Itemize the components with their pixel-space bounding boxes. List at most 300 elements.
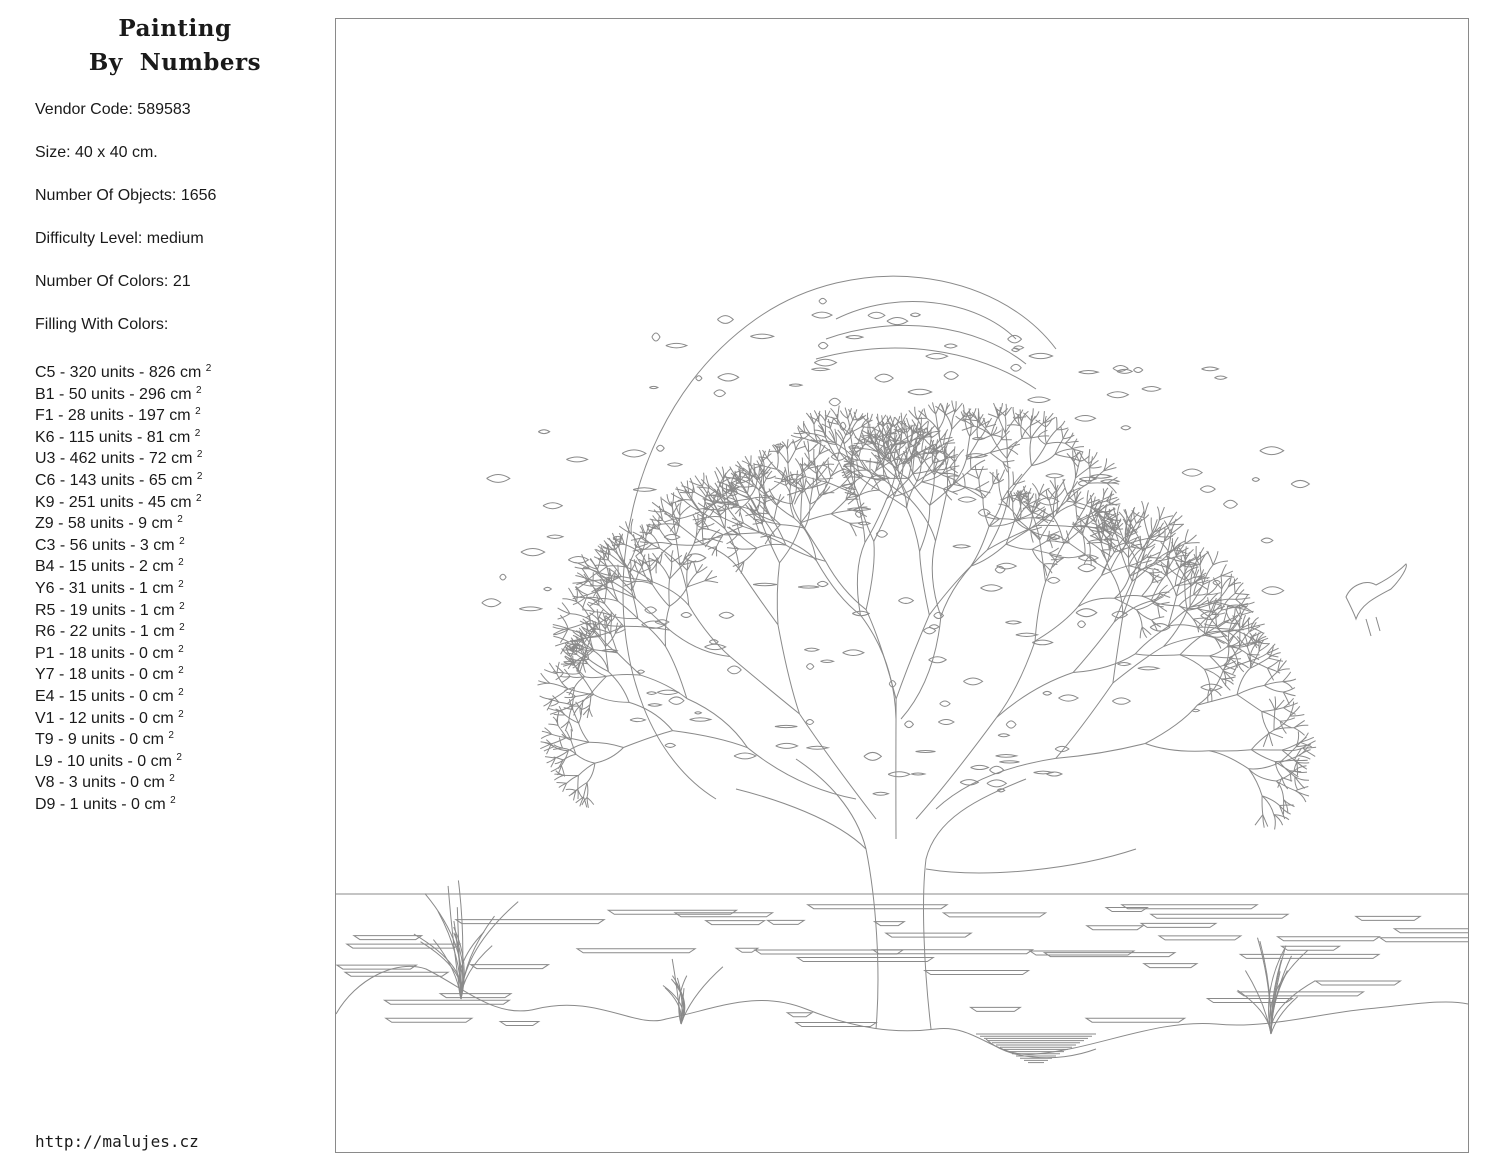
tree-branch <box>1006 530 1029 544</box>
leaf-shape <box>1142 387 1161 392</box>
leaf-shape <box>718 374 739 381</box>
tree-branch <box>1275 696 1276 710</box>
tree-branch <box>777 563 779 625</box>
tree-branch <box>1046 430 1056 444</box>
tree-branch <box>1114 576 1129 598</box>
leaf-shape <box>1029 353 1053 358</box>
tree-branch <box>1221 576 1234 577</box>
leaf-shape <box>1182 469 1202 476</box>
color-item-text: B1 - 50 units - 296 cm <box>35 385 192 403</box>
tree-branch <box>1142 594 1159 597</box>
leaf-shape <box>789 384 802 386</box>
water-ripple <box>1207 999 1292 1003</box>
tree-branch <box>730 657 800 714</box>
tree-branch <box>907 481 917 508</box>
tree-branch <box>997 673 1073 718</box>
color-item-unit-exponent: 2 <box>179 600 185 612</box>
leaf-shape <box>1011 364 1022 371</box>
tree-branch <box>952 417 964 430</box>
color-item <box>35 574 211 596</box>
tree-branch <box>562 599 576 602</box>
leaf-shape <box>500 574 506 580</box>
tree-branch <box>992 435 1002 438</box>
color-item-unit-exponent: 2 <box>178 686 184 698</box>
color-item <box>35 747 211 769</box>
tree-branch <box>1249 769 1262 796</box>
water-ripple <box>808 905 947 909</box>
sun-outline <box>623 276 1056 799</box>
leaf-shape <box>926 353 948 359</box>
leaf-shape <box>1202 367 1219 371</box>
tree-branch <box>1076 502 1078 520</box>
tree-branch <box>1073 505 1085 509</box>
leaf-shape <box>929 625 939 629</box>
leaf-shape <box>819 298 827 304</box>
color-item-text: V1 - 12 units - 0 cm <box>35 709 174 727</box>
tree-branch <box>1005 416 1006 433</box>
leaf-shape <box>1134 368 1143 373</box>
leaf-shape <box>750 334 773 338</box>
info-sidebar <box>0 0 330 1169</box>
color-item-text: B4 - 15 units - 2 cm <box>35 558 174 576</box>
tree-branch <box>1005 433 1007 459</box>
leaf-shape <box>798 586 819 588</box>
tree-branch <box>1151 518 1152 533</box>
tree-branch <box>587 783 588 798</box>
water-ripple <box>347 944 460 948</box>
tree-branch <box>907 508 920 552</box>
color-item-unit-exponent: 2 <box>178 643 184 655</box>
tree-branch <box>1237 695 1262 712</box>
title-line-1: Painting <box>118 15 232 42</box>
color-item <box>35 639 211 661</box>
leaf-shape <box>657 690 678 694</box>
tree-branch <box>1217 621 1229 629</box>
leaf-shape <box>1006 721 1016 728</box>
tree-branch <box>1046 544 1064 582</box>
tree-branch <box>1221 575 1222 590</box>
color-item <box>35 488 211 510</box>
leaf-shape <box>630 718 645 722</box>
leaf-shape <box>1008 335 1022 342</box>
tree-branch <box>791 435 802 437</box>
tree-branch <box>979 466 984 479</box>
water-ripple <box>706 921 765 925</box>
ground-line <box>336 966 1468 1054</box>
tree-branch <box>831 463 839 476</box>
leaf-shape <box>753 583 777 586</box>
tree-branch <box>590 585 603 586</box>
tree-branch <box>619 526 631 534</box>
leaf-shape <box>963 678 982 685</box>
water-ripple <box>1151 914 1288 918</box>
color-item <box>35 444 211 466</box>
tree-branch <box>1262 712 1269 733</box>
color-item-unit-exponent: 2 <box>170 794 176 806</box>
tree-branch <box>866 610 896 699</box>
tree-branch <box>883 457 884 480</box>
color-item-unit-exponent: 2 <box>179 535 185 547</box>
tree-branch <box>669 579 670 606</box>
color-item <box>35 704 211 726</box>
leaf-shape <box>1112 698 1130 704</box>
tree-branch <box>1108 520 1118 521</box>
tree-branch <box>1037 525 1072 526</box>
tree-branch <box>806 413 814 424</box>
color-item-text: C6 - 143 units - 65 cm <box>35 471 193 489</box>
tree-branch <box>947 476 958 477</box>
tree-branch <box>623 580 635 581</box>
tree-branch <box>607 577 619 578</box>
tree-branch <box>910 500 935 542</box>
tree-branch <box>999 470 1005 482</box>
tree-branch <box>1255 815 1263 826</box>
tree-branch <box>1069 543 1085 554</box>
color-item-unit-exponent: 2 <box>178 578 184 590</box>
tree-branch <box>971 469 988 470</box>
color-item-unit-exponent: 2 <box>205 363 212 374</box>
leaf-shape <box>717 316 733 324</box>
color-item-text: D9 - 1 units - 0 cm <box>35 795 166 813</box>
water-ripple <box>577 949 695 953</box>
leaf-shape <box>821 660 834 663</box>
color-item <box>35 380 211 402</box>
leaf-shape <box>1028 397 1050 403</box>
color-item <box>35 423 211 445</box>
tree-branch <box>792 504 804 529</box>
leaf-shape <box>873 792 889 795</box>
tree-branch <box>738 533 759 534</box>
tree-branch <box>1294 725 1308 728</box>
leaf-shape <box>1032 640 1052 645</box>
tree-branch <box>1210 656 1229 658</box>
color-item-unit-exponent: 2 <box>178 665 184 677</box>
tree-branch <box>1089 449 1090 464</box>
tree-branch <box>1067 478 1076 501</box>
tree-branch <box>652 542 672 544</box>
tree-branch <box>997 641 1035 717</box>
tree-branch <box>1209 750 1251 751</box>
tree-branch <box>1157 507 1159 520</box>
tree-branch <box>817 467 827 479</box>
tree-branch <box>594 695 630 703</box>
tree-branch <box>778 625 800 714</box>
leaf-shape <box>1078 621 1086 628</box>
color-item-text: C3 - 56 units - 3 cm <box>35 536 175 554</box>
tree-branch <box>1036 494 1037 508</box>
tree-branch <box>665 606 669 646</box>
tree-branch <box>999 482 1002 501</box>
leaf-shape <box>812 312 832 318</box>
tree-branch <box>920 551 930 615</box>
color-item <box>35 531 211 553</box>
tree-branch <box>954 446 955 462</box>
color-item-text: L9 - 10 units - 0 cm <box>35 752 172 770</box>
leaf-shape <box>999 761 1019 763</box>
leaf-shape <box>1260 447 1284 455</box>
tree-branch <box>1145 705 1197 743</box>
filling-heading: Filling With Colors: <box>35 316 169 333</box>
water-ripple <box>797 958 933 962</box>
leaf-shape <box>1059 695 1079 701</box>
tree-branch <box>904 421 905 434</box>
leaf-shape <box>1252 478 1259 482</box>
tree-branch <box>1078 575 1102 606</box>
leaf-shape <box>944 344 957 348</box>
tree-branch <box>737 499 751 501</box>
tree-branch <box>866 462 881 463</box>
leaf-shape <box>656 445 664 451</box>
water-ripple <box>386 1018 472 1022</box>
tree-branch <box>649 554 650 567</box>
tree-branch <box>1180 655 1210 656</box>
tree-branch <box>672 550 673 562</box>
tree-branch <box>1207 551 1213 565</box>
tree-branch <box>800 714 877 819</box>
leaf-shape <box>1047 772 1062 776</box>
tree-branch <box>1049 548 1059 553</box>
tree-branch <box>660 564 670 579</box>
tree-branch <box>1237 668 1250 694</box>
tree-branch <box>1276 781 1295 791</box>
leaf-shape <box>633 488 656 492</box>
tree-branch <box>794 518 816 560</box>
color-item-text: P1 - 18 units - 0 cm <box>35 644 174 662</box>
leaf-shape <box>1200 486 1215 493</box>
tree-branch <box>1283 672 1291 682</box>
page-title <box>40 12 310 80</box>
tree-branch <box>660 548 680 565</box>
tree-branch <box>1185 549 1193 560</box>
leaf-shape <box>690 718 711 722</box>
tree-branch <box>1236 598 1251 600</box>
color-item-text: K6 - 115 units - 81 cm <box>35 428 191 446</box>
tree-branch <box>952 488 965 492</box>
tree-branch <box>768 449 770 458</box>
leaf-shape <box>829 398 841 406</box>
tree-branch <box>798 427 802 437</box>
tree-branch <box>1222 578 1231 589</box>
tree-branch <box>1262 708 1284 712</box>
water-ripple <box>337 965 417 969</box>
tree-branch <box>664 514 679 519</box>
tree-branch <box>1164 610 1188 646</box>
tree-branch <box>787 449 788 463</box>
tree-branch <box>848 418 850 434</box>
tree-branch <box>1267 661 1279 669</box>
tree-branch <box>589 742 624 747</box>
sun-band <box>826 325 1026 364</box>
tree-branch <box>589 659 609 671</box>
water-ripple <box>875 922 905 926</box>
water-ripple <box>768 920 805 924</box>
tree-branch <box>573 699 574 710</box>
tree-branch <box>1262 796 1274 815</box>
sun-band <box>816 348 1036 389</box>
tree-branch <box>541 734 552 738</box>
tree-branch <box>739 569 778 625</box>
leaf-shape <box>727 666 741 674</box>
color-item-unit-exponent: 2 <box>195 406 201 418</box>
colors-count: Number Of Colors: 21 <box>35 273 191 290</box>
tree-branch <box>831 514 849 523</box>
leaf-shape <box>1223 500 1237 508</box>
leaf-shape <box>1076 609 1097 617</box>
tree-branch <box>1140 627 1142 638</box>
leaf-shape <box>547 535 563 539</box>
tree-branch <box>740 535 757 548</box>
tree-branch <box>1294 766 1307 771</box>
tree-branch <box>748 748 857 799</box>
tree-branch <box>971 526 989 566</box>
leaf-shape <box>1043 691 1052 695</box>
leaf-shape <box>487 474 510 482</box>
color-item-text: R5 - 19 units - 1 cm <box>35 601 175 619</box>
leaf-shape <box>667 463 682 466</box>
tree-branch <box>866 541 874 609</box>
water-ripple <box>1380 938 1468 942</box>
size-info: Size: 40 x 40 cm. <box>35 144 158 161</box>
tree-branch <box>916 717 997 819</box>
leaf-shape <box>911 773 925 775</box>
color-item-unit-exponent: 2 <box>179 622 185 634</box>
tree-branch <box>901 413 902 425</box>
tree-branch <box>587 763 595 782</box>
tree-branch <box>660 552 662 564</box>
water-ripple <box>1240 954 1379 958</box>
tree-branch <box>595 748 624 764</box>
tree-branch <box>869 414 873 423</box>
footer-url[interactable]: http://malujes.cz <box>35 1132 199 1151</box>
tree-branch <box>779 452 788 464</box>
coloring-canvas <box>335 18 1469 1153</box>
tree-branch <box>1061 427 1063 439</box>
tree-branch <box>983 499 989 527</box>
tree-branch <box>1072 447 1085 449</box>
color-item-text: T9 - 9 units - 0 cm <box>35 731 164 749</box>
tree-branch <box>1269 732 1283 737</box>
leaf-shape <box>953 545 970 548</box>
water-ripple <box>1394 929 1468 933</box>
tree-branch <box>1283 688 1295 692</box>
tree-branch <box>1180 634 1205 655</box>
tree-branch <box>575 665 585 676</box>
tree-branch <box>1030 421 1031 438</box>
tree-branch <box>605 604 624 627</box>
leaf-shape <box>482 599 501 607</box>
tree-branch <box>801 493 802 523</box>
tree-branch <box>754 466 763 468</box>
color-item-unit-exponent: 2 <box>194 427 201 439</box>
tree-branch <box>810 489 812 505</box>
tree-branch <box>608 672 629 703</box>
tree-branch <box>670 630 730 656</box>
tree-branch <box>1046 442 1065 443</box>
color-item-unit-exponent: 2 <box>168 730 174 742</box>
color-item <box>35 682 211 704</box>
tree-branch <box>1005 418 1015 433</box>
tree-branch <box>1003 461 1015 463</box>
tree-branch <box>554 775 564 780</box>
leaf-shape <box>1079 371 1099 374</box>
leaf-shape <box>887 318 908 325</box>
leaf-shape <box>1215 376 1227 379</box>
leaf-shape <box>622 450 646 457</box>
bird-outline <box>1346 564 1406 619</box>
tree-branch <box>1145 744 1209 752</box>
title-line-2: By Numbers <box>88 49 262 76</box>
tree-branch <box>702 540 710 544</box>
color-item-text: Y7 - 18 units - 0 cm <box>35 666 174 684</box>
tree-branch <box>1013 472 1014 485</box>
tree-branch <box>1013 502 1015 519</box>
color-item-text: R6 - 22 units - 1 cm <box>35 623 175 641</box>
water-ripple <box>1144 964 1197 968</box>
tree-branch <box>564 673 580 674</box>
tree-branch <box>1032 454 1056 466</box>
tree-branch <box>802 458 803 472</box>
tree-branch <box>585 676 607 677</box>
tree-branch <box>793 439 796 449</box>
tree-branch <box>808 452 809 469</box>
leaf-shape <box>929 657 947 663</box>
tree-branch <box>636 556 643 567</box>
leaf-shape <box>648 704 662 707</box>
leaf-shape <box>996 755 1017 758</box>
tree-branch <box>1295 791 1306 802</box>
leaf-shape <box>538 430 549 434</box>
product-info <box>35 99 216 357</box>
tree-branch <box>732 507 740 508</box>
tree-branch <box>589 613 598 620</box>
tree-branch <box>611 621 612 634</box>
tree-branch <box>697 567 708 573</box>
leaf-shape <box>775 725 797 727</box>
leaf-shape <box>1006 621 1021 624</box>
tree-branch <box>1110 571 1123 616</box>
tree-branch <box>936 489 948 541</box>
leaf-shape <box>843 650 864 656</box>
leaf-shape <box>1121 426 1131 430</box>
water-ripple <box>736 948 758 952</box>
tree-branch <box>1003 462 1008 472</box>
tree-branch <box>554 714 565 715</box>
tree-branch <box>567 776 579 784</box>
tree-branch <box>693 515 697 526</box>
tree-branch <box>1274 815 1289 820</box>
tree-branch <box>598 566 608 573</box>
color-item <box>35 768 211 790</box>
color-item <box>35 401 211 423</box>
tree-branch <box>1043 411 1044 423</box>
color-item-text: Z9 - 58 units - 9 cm <box>35 515 173 533</box>
leaf-shape <box>1262 587 1284 595</box>
bird-legs <box>1366 617 1380 636</box>
leaf-shape <box>814 359 836 366</box>
leaf-shape <box>1012 348 1020 351</box>
color-item <box>35 358 211 380</box>
leaf-shape <box>1291 480 1309 487</box>
leaf-shape <box>916 750 936 752</box>
tree-branch <box>1030 438 1032 465</box>
tree-branch <box>1035 582 1045 641</box>
tree-branch <box>1168 625 1198 628</box>
tree-branch <box>768 451 779 452</box>
tree-branch <box>975 481 989 489</box>
tree-branch <box>1262 712 1280 722</box>
tree-branch <box>744 548 757 561</box>
leaf-shape <box>990 766 1004 773</box>
